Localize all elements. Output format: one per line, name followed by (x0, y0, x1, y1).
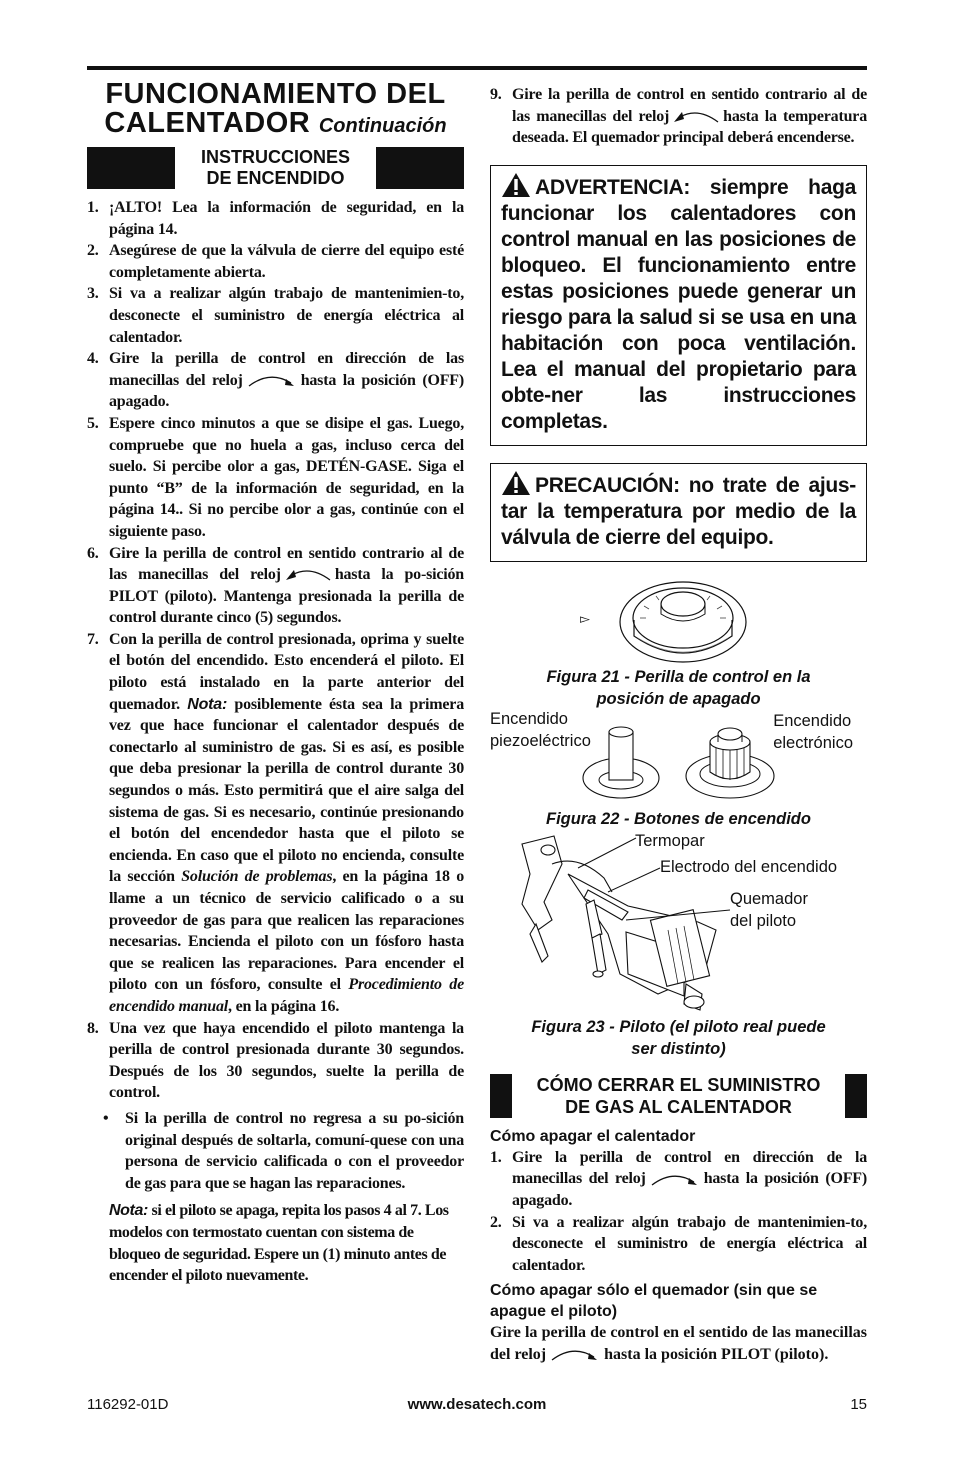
heading-line-1: CÓMO CERRAR EL SUMINISTRO (536, 1074, 821, 1095)
left-column (87, 80, 464, 1287)
heading-bar-left (490, 1074, 512, 1118)
step-text-cont: hasta la posición (OFF) apagado. (512, 1170, 867, 1209)
figure-23-caption (490, 1016, 867, 1060)
bullet-dot: • (103, 1109, 109, 1127)
paragraph-text: Gire la perilla de control en el sentido de las manecillas del reloj (490, 1324, 867, 1363)
step-text: Una vez que haya encendido el piloto mantenga la perilla de control presionada durante 30 segundos. Después de los 30 segundos, suelte la perilla de control. (109, 1019, 464, 1102)
caption-line-1: Figura 21 - Perilla de control en la (546, 667, 811, 686)
step-8-bullet (87, 1108, 464, 1194)
step-6 (87, 543, 464, 629)
heading-bar-right (845, 1074, 867, 1118)
heading-text (175, 147, 376, 189)
warning-triangle-icon (501, 172, 531, 198)
figure-21-caption (490, 666, 867, 710)
step-number: 9. (490, 86, 502, 103)
step-text-cont: hasta la posición (OFF) apagado. (109, 371, 464, 411)
caution-triangle-icon (501, 470, 531, 496)
pilot-assembly-illustration (508, 834, 868, 1014)
subheading-apagar-calentador: Cómo apagar el calentador (490, 1127, 696, 1145)
step-text-cont: hasta la temperatura deseada. El quemador principal deberá encenderse. (512, 107, 868, 147)
off-position-marker: ▻ (580, 610, 590, 626)
warning-text: ADVERTENCIA: siempre haga funcionar los calentadores con control manual en las posiciones de bloqueo. El funcionamiento entre estas posiciones puede generar un riesgo para la salud si se usa en una habitación con poca ventilación. Lea el manual del propietario para obte-ner las instrucciones completas. (501, 175, 856, 433)
step-text-cont-2: , en la página 18 o llame a un técnico de servicio calificado o a su proveedor de gas para que realicen las reparaciones necesarias. Encienda el piloto con un fósforo hasta que se realicen las reparaciones. Para encender el piloto con un fósforo, consulte el (109, 868, 464, 994)
caption-line-1: Figura 23 - Piloto (el piloto real puede (531, 1017, 826, 1036)
step-5 (87, 413, 464, 543)
electronic-label (773, 710, 853, 754)
heading-bar-right (376, 147, 464, 189)
burner-off-paragraph (490, 1322, 867, 1365)
label-line-1: Quemador (730, 889, 808, 908)
figure-21 (490, 578, 867, 666)
section-heading-shutoff (490, 1074, 867, 1118)
nota-label: Nota: (187, 695, 228, 713)
thermocouple-label: Termopar (635, 831, 705, 850)
step-9-list (490, 84, 867, 149)
step-text: Asegúrese de que la válvula de cierre del equipo esté completamente abierta. (109, 242, 464, 281)
step-8 (87, 1018, 464, 1104)
step-text: Gire la perilla de control en dirección de las manecillas del reloj (109, 350, 464, 389)
caption-line-2: ser distinto) (631, 1039, 726, 1058)
title-suffix: Continuación (318, 115, 447, 137)
warning-box (490, 165, 867, 446)
step-text-cont: posiblemente ésta sea la primera vez que hace funcionar el calentador después de conectarlo al suministro de gas. Si es así, es posible que deba presionar la perilla de control durante 30 segundos o más. Esto permitirá que el aire salga del sistema de gas. Si es necesario, continúe presionando el botón del encendedor hasta que el piloto se encienda. En caso que el piloto no encienda, consulte la sección (109, 695, 464, 886)
title-line-2 (87, 109, 464, 141)
electronic-button-illustration (683, 712, 777, 802)
title-line-1: FUNCIONAMIENTO DEL (105, 78, 446, 110)
final-note (87, 1200, 464, 1286)
step-text: Si va a realizar algún trabajo de mantenimien-to, desconecte el suministro de energía eléctrica al calentador. (512, 1213, 867, 1274)
paragraph-text-cont: hasta la posición PILOT (piloto). (604, 1345, 829, 1363)
label-line-1: Encendido (490, 709, 568, 728)
step-4 (87, 348, 464, 413)
caution-box (490, 463, 867, 562)
step-text: Gire la perilla de control en sentido contrario al de las manecillas del reloj (109, 544, 464, 584)
section-heading-encendido (87, 147, 464, 189)
shutoff-step-2 (490, 1212, 867, 1277)
counterclockwise-arrow-icon (672, 109, 720, 125)
label-line-1: Encendido (773, 711, 852, 730)
heading-line-2: DE ENCENDIDO (206, 168, 345, 188)
step-number: 4. (87, 350, 99, 368)
step-text: Si va a realizar algún trabajo de mantenimien-to, desconecte el suministro de energía eléctrica al calentador. (109, 285, 464, 346)
heading-text (512, 1074, 845, 1118)
step-text: Con la perilla de control presionada, oprima y suelte el botón del encendido. Esto encenderá el piloto. El piloto está instalado en la parte anterior del quemador. (109, 630, 464, 713)
subheading-apagar-quemador: Cómo apagar sólo el quemador (sin que se apague el piloto) (490, 1282, 818, 1321)
step-3 (87, 283, 464, 348)
step-text-cont-3: , en la página 16. (228, 997, 340, 1015)
step-1 (87, 197, 464, 240)
counterclockwise-arrow-icon (284, 567, 332, 583)
piezo-button-illustration (576, 716, 666, 802)
label-line-2: electrónico (773, 733, 853, 752)
electrode-label: Electrodo del encendido (660, 857, 838, 876)
control-knob-illustration (618, 578, 748, 664)
lighting-steps (87, 197, 464, 1104)
caption-line-2: posición de apagado (596, 689, 761, 708)
nota-text: si el piloto se apaga, repita los pasos 4 al 7. Los modelos con termostato cuentan con sistema de bloqueo de seguridad. Espere un (1) minuto antes de encender el piloto nuevamente. (109, 1202, 449, 1285)
heading-line-2: DE GAS AL CALENTADOR (565, 1096, 792, 1117)
shutoff-step-1 (490, 1147, 867, 1212)
clockwise-arrow-icon (649, 1172, 701, 1188)
step-number: 7. (87, 630, 99, 648)
page-number: 15 (850, 1396, 867, 1413)
heading-line-1: INSTRUCCIONES (200, 147, 350, 167)
nota-label: Nota: (109, 1202, 148, 1220)
step-number: 6. (87, 544, 99, 562)
step-number: 1. (87, 199, 99, 216)
step-number: 2. (490, 1213, 502, 1231)
step-number: 2. (87, 242, 99, 260)
step-number: 8. (87, 1019, 99, 1037)
label-line-2: piezoeléctrico (490, 731, 591, 750)
figure-22-caption: Figura 22 - Botones de encendido (546, 809, 811, 828)
clockwise-arrow-icon (549, 1347, 601, 1363)
clockwise-arrow-icon (246, 373, 298, 389)
right-column (490, 84, 867, 1366)
title-line-2-text: CALENTADOR (104, 107, 311, 139)
step-text: Gire la perilla de control en dirección de la manecillas del reloj (512, 1148, 867, 1188)
ref-manual-lighting: Procedimiento de encendido manual (109, 976, 464, 1015)
step-text: Gire la perilla de control en sentido contrario al de las manecillas del reloj (512, 86, 867, 125)
step-number: 1. (490, 1148, 502, 1166)
heading-bar-left (87, 147, 175, 189)
step-number: 5. (87, 414, 99, 432)
bullet-text: Si la perilla de control no regresa a su po-sición original después de soltarla, comuní-quese con una persona de servicio calificada o con el proveedor de gas para que se hagan las reparaciones. (125, 1109, 464, 1192)
page-title (87, 80, 464, 141)
step-number: 3. (87, 285, 99, 303)
caution-text: PRECAUCIÓN: no trate de ajus-tar la temperatura por medio de la válvula de cierre del equipo. (501, 473, 856, 549)
top-rule (87, 66, 867, 70)
website-link[interactable]: www.desatech.com (407, 1396, 547, 1413)
figure-22 (490, 710, 867, 804)
document-number: 116292-01D (87, 1396, 169, 1413)
shutoff-steps (490, 1147, 867, 1277)
step-text: Espere cinco minutos a que se disipe el gas. Luego, compruebe que no huela a gas, incluso cerca del suelo. Si percibe olor a gas, DETÉN-GASE. Siga el punto “B” de la información de seguridad, en la página 14.. Si no percibe olor a gas, continúe con el siguiente paso. (109, 414, 464, 540)
step-text: ¡ALTO! Lea la información de seguridad, en la página 14. (109, 199, 464, 238)
ref-troubleshooting: Solución de problemas (181, 868, 333, 886)
step-text-cont: hasta la po-sición PILOT (piloto). Mantenga presionada la perilla de control durante cinco (5) segundos. (109, 566, 464, 627)
label-line-2: del piloto (730, 911, 797, 930)
step-7 (87, 629, 464, 1018)
figure-23 (490, 830, 867, 1016)
step-9 (490, 84, 867, 149)
step-2 (87, 240, 464, 283)
page-footer (87, 1396, 867, 1418)
